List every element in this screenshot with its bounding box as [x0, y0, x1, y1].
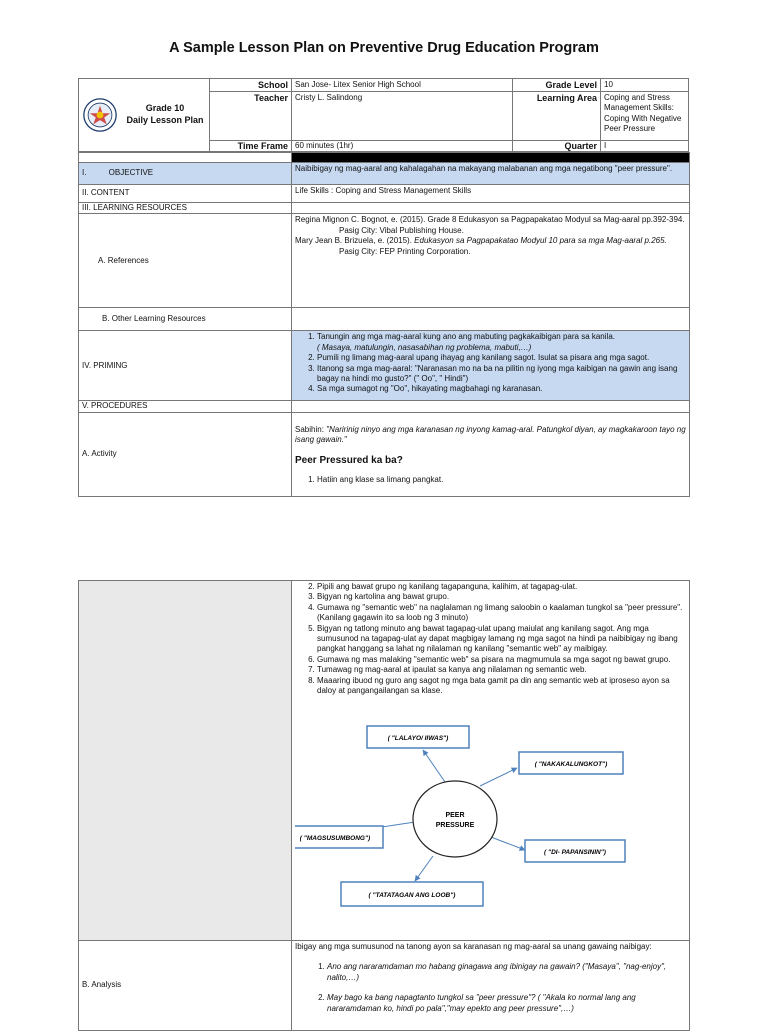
references-text [292, 214, 690, 308]
activity-steps [295, 475, 686, 485]
school-label: School [209, 79, 291, 92]
arrow-bottom [415, 856, 433, 881]
deped-seal-icon [83, 98, 117, 132]
activity-instruction: Sabihin: "Naririnig ninyo ang mga karanasan ng inyong kamag-aral. Patungkol diyan, ay magkakaroon tayo ng isang gawain." [295, 424, 686, 445]
activity-step: 1. Hatiin ang klase sa limang pangkat. [317, 475, 686, 485]
analysis-questions [295, 962, 686, 1014]
priming-list-cell [292, 331, 690, 401]
quarter-value: I [600, 140, 688, 151]
peer-pressure-circle [413, 781, 497, 857]
timeframe-value: 60 minutes (1hr) [291, 140, 512, 151]
activity-label: A. Activity [79, 412, 292, 496]
grade-level-value: 10 [600, 79, 688, 92]
objective-label: I. OBJECTIVE [79, 163, 292, 185]
arrow-top [423, 750, 445, 782]
activity-step: 2. Pipili ang bawat grupo ng kanilang tagapanguna, kalihim, at tagapag-ulat. [317, 582, 686, 592]
procedures-label: V. PROCEDURES [79, 401, 292, 412]
analysis-cell [292, 941, 690, 1031]
activity-step: 6. Gumawa ng mas malaking "semantic web" sa pisara na magmumula sa mga sagot ng bawat grupo. [317, 655, 686, 665]
activity-cell [292, 412, 690, 496]
activity-step: 8. Maaaring ibuod ng guro ang sagot ng mga bata gamit pa din ang semantic web at iproseso ayon sa daloy at pangangailangan sa klase. [317, 676, 686, 697]
teacher-label: Teacher [209, 92, 291, 140]
activity-step: 5. Bigyan ng tatlong minuto ang bawat tagapag-ulat upang maiulat ang kanilang sagot. Ang mga sumusunod na tagapag-ulat ay dapat magbigay lamang ng mga sagot na hindi pa naibibigay ng ibang pangkat hanggang sa lahat ng nilalaman ng kanilang "semantic web" ay maibigay. [317, 624, 686, 655]
analysis-question: 2. May bago ka bang napagtanto tungkol sa "peer pressure"? ( "Akala ko normal lang ang nararamdaman ko, hindi po pala","may epekto ang peer pressure",…) [327, 993, 686, 1014]
school-value: San Jose- Litex Senior High School [291, 79, 512, 92]
node-right-top-label: ( "NAKAKALUNGKOT") [534, 761, 608, 769]
lesson-plan-body-page1 [78, 152, 690, 497]
priming-item: 1. Tanungin ang mga mag-aaral kung ano ang mabuting pagkakaibigan para sa kanila. ( Masaya, matulungin, nasasabihan ng problema, mabuti,…) [317, 332, 686, 353]
black-bar [292, 153, 690, 163]
spacer-row [79, 153, 292, 163]
arrow-right-top [480, 768, 517, 786]
timeframe-label: Time Frame [209, 140, 291, 151]
reference-2: Mary Jean B. Brizuela, e. (2015). Edukasyon sa Pagpapakatao Modyul 10 para sa mga Mag-aaral p.265. Pasig City: FEP Printing Corporation. [295, 236, 667, 256]
activity-step: 4. Gumawa ng "semantic web" na naglalaman ng limang saloobin o kaalaman tungkol sa "peer pressure". (Kanilang gagawin ito sa loob ng 3 minuto) [317, 603, 686, 624]
analysis-question: 1. Ano ang nararamdaman mo habang ginagawa ang ibinigay na gawain? ("Masaya", "nag-enjoy", nalito,…) [327, 962, 686, 983]
other-resources-empty [292, 308, 690, 331]
activity-step: 7. Tumawag ng mag-aaral at ipaulat sa kanya ang nilalaman ng semantic web. [317, 665, 686, 675]
priming-label: IV. PRIMING [79, 331, 292, 401]
grade-level-label: Grade Level [512, 79, 600, 92]
activity-continued-label-cell [79, 581, 292, 941]
activity-steps-continued [295, 582, 686, 696]
node-bottom-label: ( "TATATAGAN ANG LOOB") [368, 892, 456, 900]
references-label: A. References [98, 255, 149, 265]
objective-text: Naibibigay ng mag-aaral ang kahalagahan na makayang malabanan ang mga negatibong "peer pressure". [292, 163, 690, 185]
center-label-line2: PRESSURE [435, 822, 475, 830]
procedures-empty [292, 401, 690, 412]
analysis-intro: Ibigay ang mga sumusunod na tanong ayon sa karanasan ng mag-aaral sa unang gawaing naibigay: [295, 942, 652, 951]
content-text: Life Skills : Coping and Stress Management Skills [292, 185, 690, 203]
learning-area-label: Learning Area [512, 92, 600, 140]
reference-1: Regina Mignon C. Bognot, e. (2015). Grade 8 Edukasyon sa Pagpapakatao Modyul sa Mag-aaral pp.392-394. Pasig City: Vibal Publishing House. [295, 215, 685, 235]
other-resources-cell [79, 308, 292, 331]
semantic-web-diagram [295, 716, 687, 916]
activity-step: 3. Bigyan ng kartolina ang bawat grupo. [317, 592, 686, 602]
content-label: II. CONTENT [79, 185, 292, 203]
learning-area-value: Coping and Stress Management Skills: Coping With Negative Peer Pressure [600, 92, 688, 140]
teacher-value: Cristy L. Salindong [291, 92, 512, 140]
header-block [78, 78, 689, 152]
node-left-label: ( "MAGSUSUMBONG") [299, 835, 371, 843]
priming-list [295, 332, 686, 394]
priming-item: 2. Pumili ng limang mag-aaral upang ihayag ang kanilang sagot. Isulat sa pisara ang mga sagot. [317, 353, 686, 363]
activity-continued-cell [292, 581, 690, 941]
resources-label: III. LEARNING RESOURCES [79, 203, 292, 214]
center-label-line1: PEER [445, 812, 465, 820]
activity-title: Peer Pressured ka ba? [295, 454, 403, 466]
other-resources-label: B. Other Learning Resources [102, 314, 206, 324]
quarter-label: Quarter [512, 140, 600, 151]
node-top-label: ( "LALAYO/ IIWAS") [387, 735, 449, 743]
priming-item: 4. Sa mga sumagot ng "Oo", hikayating magbahagi ng karanasan. [317, 384, 686, 394]
document-title: A Sample Lesson Plan on Preventive Drug Education Program [169, 40, 599, 56]
analysis-label: B. Analysis [79, 941, 292, 1031]
references-cell [79, 214, 292, 308]
grade-label: Grade 10 [145, 103, 185, 114]
resources-empty [292, 203, 690, 214]
priming-item: 3. Itanong sa mga mag-aaral: "Naranasan mo na ba na pilitin ng iyong mga kaibigan na gawin ang isang bagay na hindi mo gusto?" (" Oo", " Hindi") [317, 364, 686, 385]
dlp-label: Daily Lesson Plan [126, 115, 204, 125]
lesson-plan-table-page2 [78, 580, 690, 1031]
node-right-bottom-label: ( "DI- PAPANSININ") [544, 849, 606, 857]
